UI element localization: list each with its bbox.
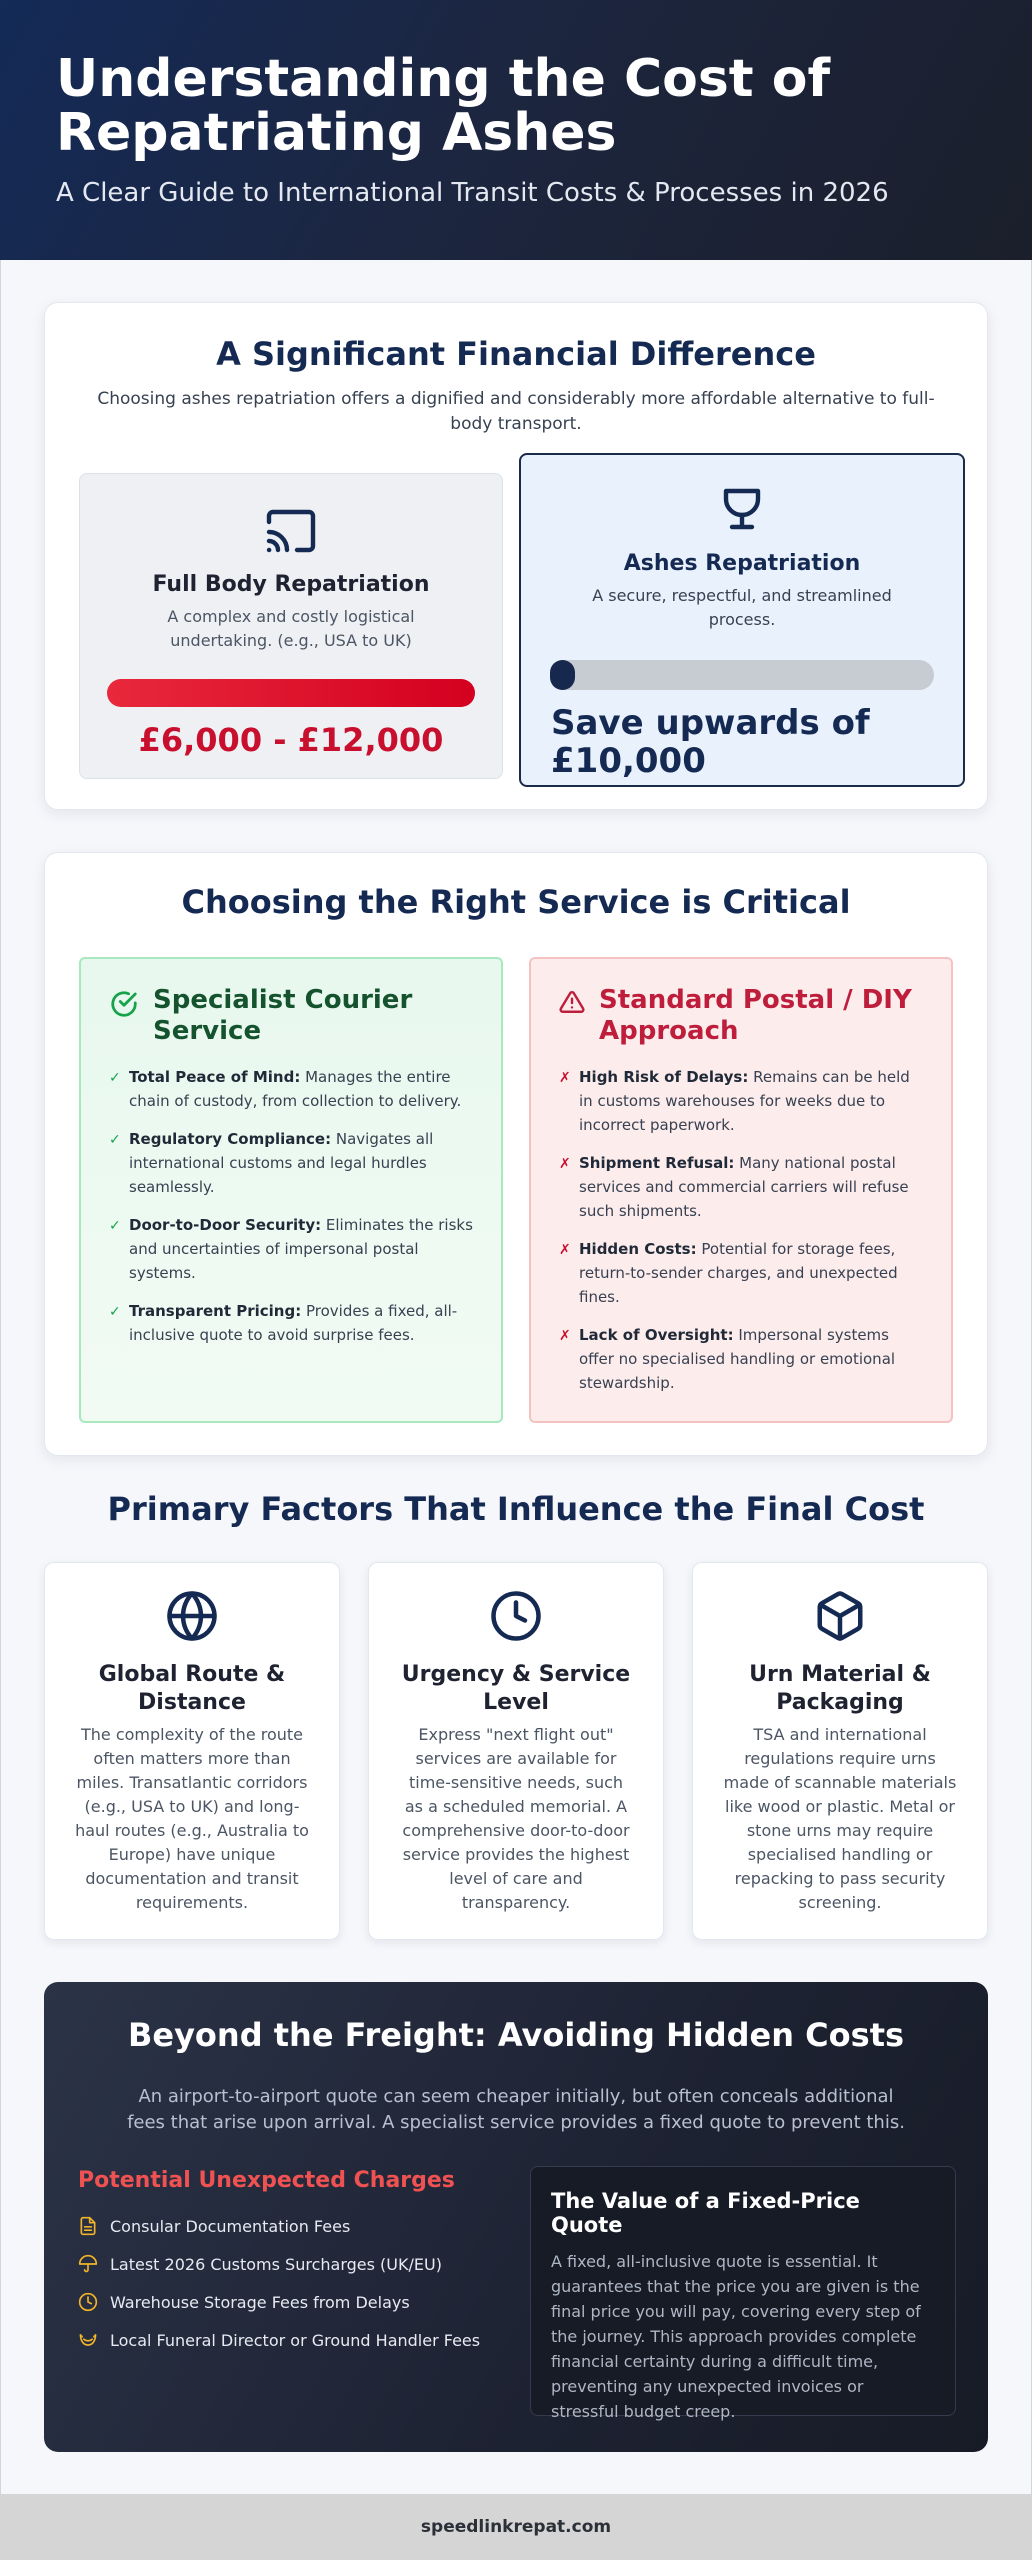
full-body-title: Full Body Repatriation [152, 572, 430, 597]
ashes-title: Ashes Repatriation [623, 551, 861, 576]
factor-title: Urn Material & Packaging [749, 1662, 931, 1715]
clock-icon [78, 2292, 98, 2312]
specialist-list [109, 1065, 477, 1347]
checkmark-icon: ✓ [109, 1218, 121, 1234]
cost-comparison-card [44, 302, 988, 810]
checkmark-icon: ✓ [109, 1132, 121, 1148]
diy-panel [529, 957, 953, 1423]
factor-title: Global Route & Distance [98, 1662, 286, 1715]
full-body-desc: A complex and costly logistical undertaking. (e.g., USA to UK) [167, 607, 415, 650]
diy-list [559, 1065, 927, 1395]
specialist-panel [79, 957, 503, 1423]
ashes-cost-bar [550, 660, 934, 690]
hidden-costs-panel [44, 1982, 988, 2452]
list-item: ✗ Hidden Costs: Potential for storage fees, return-to-sender charges, and unexpected fines. [559, 1237, 927, 1309]
specialist-title: Specialist Courier Service [153, 985, 413, 1046]
list-item: ✓ Regulatory Compliance: Navigates all international customs and legal hurdles seamlessly. [109, 1127, 477, 1199]
warning-icon [559, 989, 585, 1015]
unexpected-charges [78, 2168, 518, 2359]
factor-card-urn [692, 1562, 988, 1940]
factor-text: The complexity of the route often matters more than miles. Transatlantic corridors (e.g., USA to UK) and long-haul routes (e.g., Australia to Europe) have unique documentation and transit requirements. [75, 1725, 309, 1912]
factor-text: TSA and international regulations require urns made of scannable materials like wood or plastic. Metal or stone urns may require specialised handling or repacking to pass security screening. [723, 1725, 957, 1912]
list-item: ✗ Lack of Oversight: Impersonal systems offer no specialised handling or emotional stewardship. [559, 1323, 927, 1395]
ashes-panel [519, 453, 965, 787]
page-subtitle: A Clear Guide to International Transit Costs & Processes in 2026 [56, 178, 889, 208]
list-item: ✗ Shipment Refusal: Many national postal services and commercial carriers will refuse such shipments. [559, 1151, 927, 1223]
globe-icon [165, 1589, 219, 1643]
savings-text: Save upwards of £10,000 [551, 703, 870, 781]
list-item: Consular Documentation Fees [78, 2207, 518, 2245]
box-icon [813, 1589, 867, 1643]
cross-icon: ✗ [559, 1070, 571, 1086]
comparison-lead: Choosing ashes repatriation offers a dignified and considerably more affordable alternative to full-body transport. [97, 389, 935, 434]
hidden-costs-title: Beyond the Freight: Avoiding Hidden Costs [127, 2016, 905, 2054]
list-item: ✓ Transparent Pricing: Provides a fixed, all-inclusive quote to avoid surprise fees. [109, 1299, 477, 1347]
list-item: Latest 2026 Customs Surcharges (UK/EU) [78, 2245, 518, 2283]
hero-header [0, 0, 1032, 260]
footer-site-link[interactable]: speedlinkrepat.com [0, 2494, 1032, 2560]
list-item: ✓ Total Peace of Mind: Manages the entire chain of custody, from collection to delivery. [109, 1065, 477, 1113]
urn-icon [718, 485, 766, 535]
cross-icon: ✗ [559, 1328, 571, 1344]
quote-title: The Value of a Fixed-Price Quote [551, 2189, 860, 2237]
factor-text: Express "next flight out" services are available for time-sensitive needs, such as a scheduled memorial. A comprehensive door-to-door service provides the highest level of care and transparency. [402, 1725, 630, 1912]
clock-icon [489, 1589, 543, 1643]
comparison-title: A Significant Financial Difference [216, 335, 816, 373]
factor-title: Urgency & Service Level [401, 1662, 631, 1715]
hidden-costs-lead: An airport-to-airport quote can seem cheaper initially, but often conceals additional fees that arise upon arrival. A specialist service provides a fixed quote to prevent this. [127, 2086, 905, 2133]
ashes-cost-bar-fill [550, 660, 575, 690]
cross-icon: ✗ [559, 1242, 571, 1258]
list-item: Local Funeral Director or Ground Handler Fees [78, 2321, 518, 2359]
umbrella-icon [78, 2254, 98, 2274]
list-item: ✓ Door-to-Door Security: Eliminates the risks and uncertainties of impersonal postal systems. [109, 1213, 477, 1285]
list-item: Warehouse Storage Fees from Delays [78, 2283, 518, 2321]
list-item: ✗ High Risk of Delays: Remains can be held in customs warehouses for weeks due to incorrect paperwork. [559, 1065, 927, 1137]
factor-card-urgency [368, 1562, 664, 1940]
ashes-desc: A secure, respectful, and streamlined process. [592, 586, 892, 629]
document-icon [78, 2216, 98, 2236]
full-body-price: £6,000 - £12,000 [138, 721, 444, 759]
checkmark-icon: ✓ [109, 1304, 121, 1320]
fixed-price-quote-box [530, 2166, 956, 2421]
full-body-panel [79, 473, 503, 779]
service-choice-card [44, 852, 988, 1456]
page-title: Understanding the Cost of Repatriating Ashes [56, 49, 831, 163]
check-circle-icon [109, 989, 139, 1019]
factors-title: Primary Factors That Influence the Final Cost [107, 1490, 925, 1528]
full-body-cost-bar [107, 679, 475, 707]
quote-text: A fixed, all-inclusive quote is essential. It guarantees that the price you are given is the final price you will pay, covering every step of the journey. This approach provides complete financial certainty during a difficult time, preventing any unexpected invoices or stressful budget creep. [551, 2252, 921, 2421]
charges-title: Potential Unexpected Charges [78, 2168, 455, 2193]
services-title: Choosing the Right Service is Critical [181, 883, 851, 921]
cast-icon [263, 506, 319, 556]
factor-card-route [44, 1562, 340, 1940]
diy-title: Standard Postal / DIY Approach [599, 985, 912, 1046]
checkmark-icon: ✓ [109, 1070, 121, 1086]
cross-icon: ✗ [559, 1156, 571, 1172]
handshake-icon [78, 2330, 98, 2350]
